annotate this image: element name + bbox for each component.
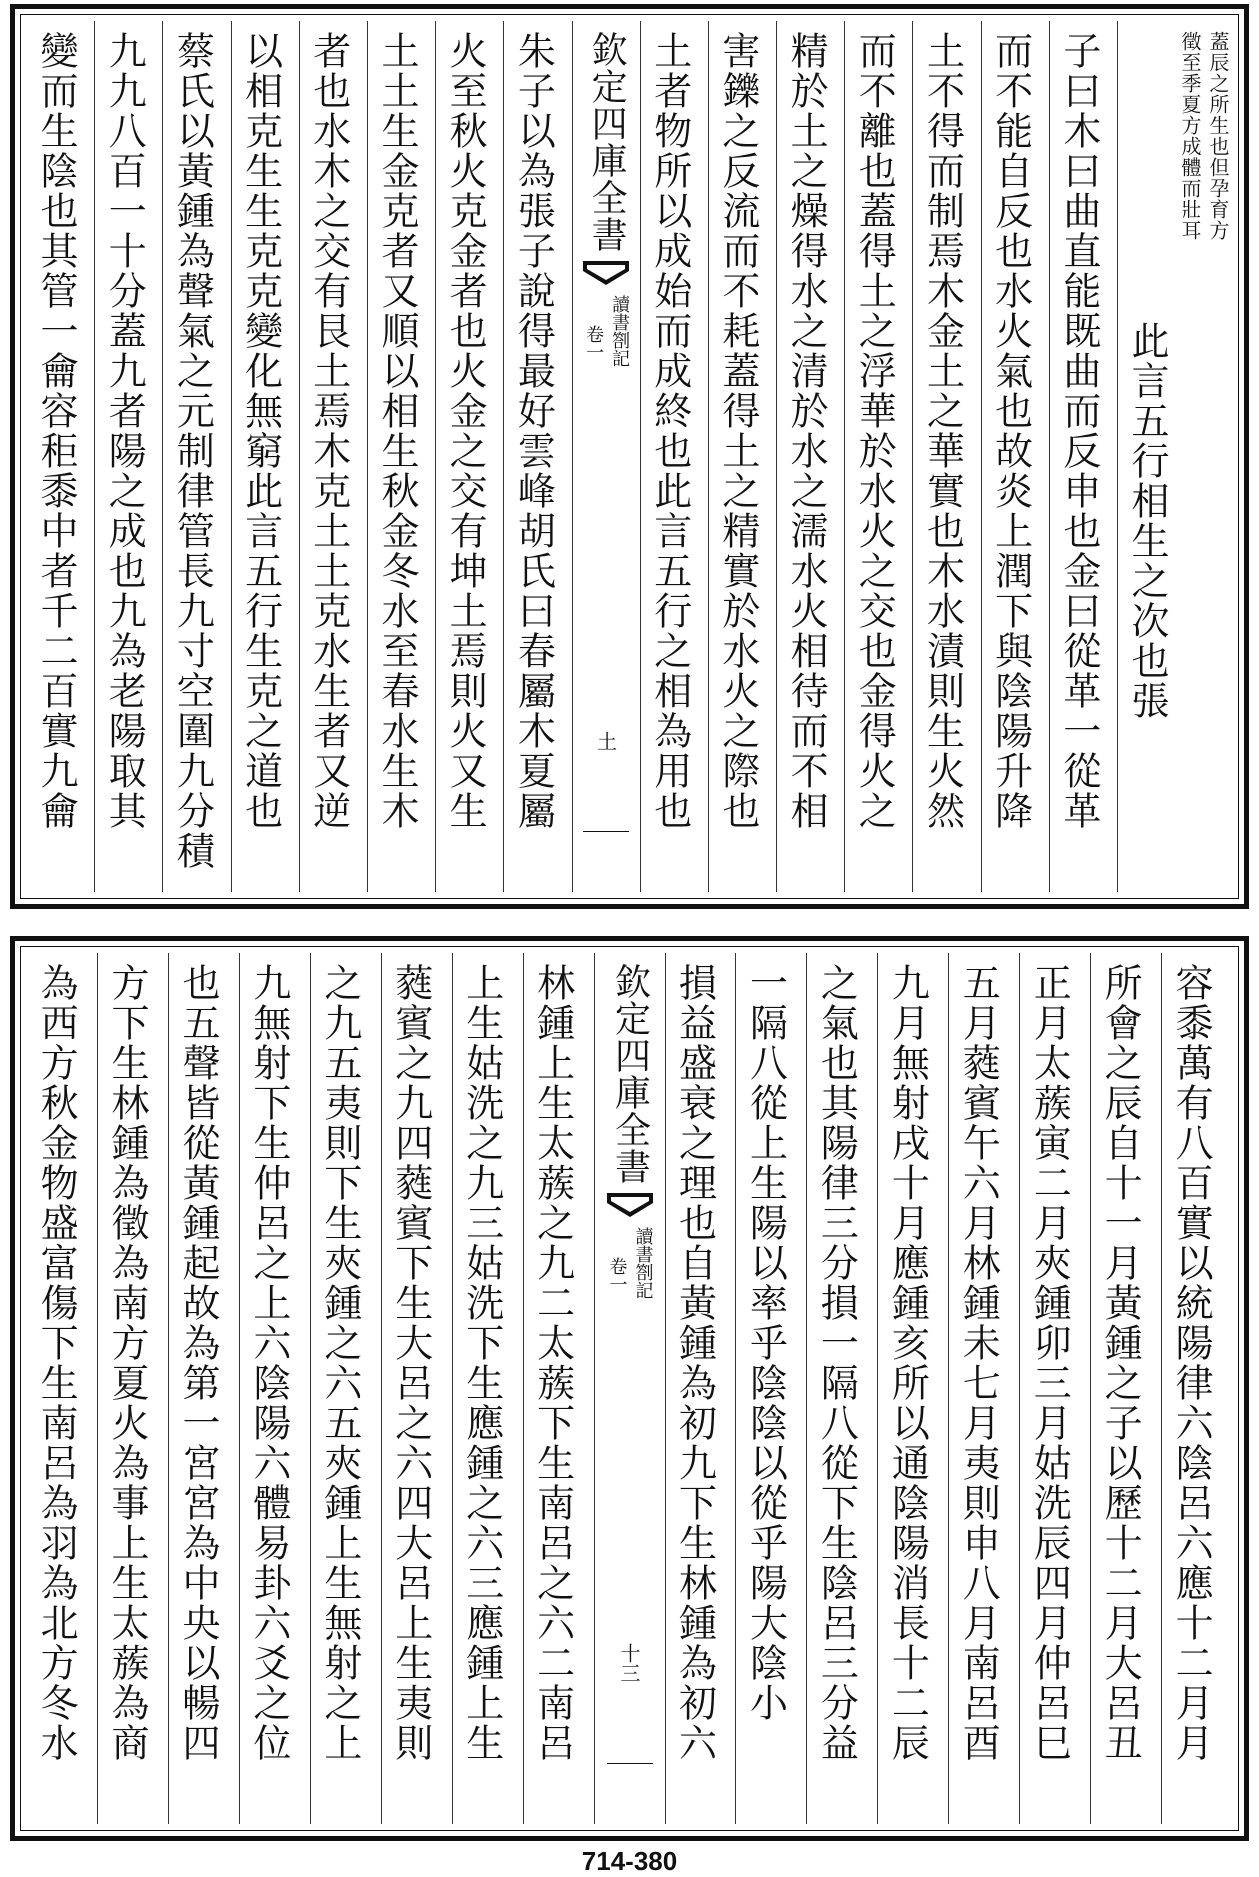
text-column (503, 21, 571, 892)
column-text: 土者物所以成始而成終也此言五行之相為用也 (647, 31, 692, 831)
page-number: 十三 (617, 1643, 642, 1683)
text-column (1090, 953, 1161, 1824)
column-text: 之九五夷則下生夾鍾之六五夾鍾上生無射之上 (317, 963, 362, 1763)
banner-subtitle (606, 1227, 654, 1299)
column-text: 五月蕤賓午六月林鍾未七月夷則申八月南呂酉 (956, 963, 1001, 1763)
footer-code: 714-380 (581, 1846, 678, 1876)
column-text: 方下生林鍾為徵為南方夏火為事上生太蔟為商 (105, 963, 149, 1763)
text-column (299, 21, 367, 892)
column-text: 朱子以為張子說得最好雲峰胡氏曰春屬木夏屬 (511, 31, 556, 831)
text-column (231, 21, 299, 892)
column-text: 損益盛衰之理也自黃鍾為初九下生林鍾為初六 (672, 963, 717, 1763)
top-columns (27, 21, 1232, 892)
column-text: 九九八百一十分蓋九者陽之成也九為老陽取其 (102, 31, 147, 831)
fishtail-mark-icon (583, 261, 629, 287)
text-column (806, 953, 877, 1824)
column-text: 九無射下生仲呂之上六陰陽六體易卦六爻之位 (246, 963, 291, 1763)
text-column (640, 21, 708, 892)
column-text: 子曰木曰曲直能既曲而反申也金曰從革一從革 (1056, 31, 1101, 831)
column-text: 之氣也其陽律三分損一隔八從下生陰呂三分益 (814, 963, 859, 1763)
text-column (1049, 21, 1117, 892)
text-column (367, 21, 435, 892)
volume-label: 卷一 (583, 325, 605, 361)
text-column (381, 953, 452, 1824)
text-column (94, 21, 162, 892)
book-name: 讀書劄記 (609, 295, 631, 367)
column-text: 一隔八從上生陽以率乎陰陰以從乎陽大陰小 (743, 963, 788, 1723)
column-text: 變而生陰也其管一龠容秬黍中者千二百實九龠 (34, 31, 78, 831)
text-column (776, 21, 844, 892)
column-text: 容黍萬有八百實以統陽律六陰呂六應十二月月 (1169, 963, 1214, 1763)
text-column (1161, 953, 1232, 1824)
column-text: 林鍾上生太蔟之九二太蔟下生南呂之六二南呂 (530, 963, 575, 1763)
column-text: 者也水木之交有艮土焉木克土土克水生者又逆 (306, 31, 351, 831)
text-column (1019, 953, 1090, 1824)
book-name: 讀書劄記 (632, 1227, 654, 1299)
annotation-note: 蓋辰之所生也但孕育方 (1206, 31, 1230, 241)
book-title: 欽定四庫全書 (586, 31, 628, 253)
text-column (948, 953, 1019, 1824)
column-text: 火至秋火克金者也火金之交有坤土焉則火又生 (443, 31, 488, 831)
column-text: 土不得而制焉木金土之華實也木水漬則生火然 (920, 31, 965, 831)
top-page (10, 4, 1249, 909)
text-column (708, 21, 776, 892)
text-column (523, 953, 594, 1824)
text-column (27, 953, 97, 1824)
text-column (27, 21, 94, 892)
column-text: 正月太蔟寅二月夾鍾卯三月姑洗辰四月仲呂巳 (1027, 963, 1072, 1763)
text-column (452, 953, 523, 1824)
text-column (844, 21, 912, 892)
column-text: 蔡氏以黃鍾為聲氣之元制律管長九寸空圍九分積 (170, 31, 215, 871)
text-column (912, 21, 980, 892)
column-text: 而不能自反也水火氣也故炎上潤下與陰陽升降 (988, 31, 1033, 831)
text-column (162, 21, 230, 892)
bottom-columns (27, 953, 1232, 1824)
text-column (168, 953, 239, 1824)
column-text: 也五聲皆從黃鍾起故為第一宮宮為中央以暢四 (175, 963, 220, 1763)
annotation-note: 徵至季夏方成體而壯耳 (1178, 31, 1202, 241)
column-text: 上生姑洗之九三姑洗下生應鍾之六三應鍾上生 (459, 963, 504, 1763)
fishtail-mark-icon (607, 1193, 653, 1219)
column-text: 害鑠之反流而不耗蓋得土之精實於水火之際也 (715, 31, 760, 831)
annotation-notes (1176, 31, 1232, 892)
column-text: 精於土之燥得水之清於水之濡水火相待而不相 (784, 31, 829, 831)
text-column (665, 953, 736, 1824)
column-text: 所會之辰自十一月黃鍾之子以歷十二月大呂丑 (1098, 963, 1143, 1763)
text-column (435, 21, 503, 892)
bottom-page (10, 936, 1249, 1841)
volume-label: 卷一 (606, 1257, 628, 1293)
text-column (981, 21, 1049, 892)
text-column (877, 953, 948, 1824)
center-banner (572, 21, 640, 892)
column-text: 以相克生生克克變化無窮此言五行生克之道也 (238, 31, 283, 831)
text-column (735, 953, 806, 1824)
column-text: 而不離也蓋得土之浮華於水火之交也金得火之 (852, 31, 897, 831)
column-text: 此言五行相生之次也張 (1125, 321, 1169, 721)
banner-subtitle (582, 295, 630, 367)
text-column (1117, 21, 1232, 892)
banner-rule (583, 831, 629, 832)
column-text: 九月無射戌十月應鍾亥所以通陰陽消長十二辰 (885, 963, 930, 1763)
text-column (310, 953, 381, 1824)
book-title: 欽定四庫全書 (609, 963, 651, 1185)
banner-rule (607, 1763, 653, 1764)
text-column (97, 953, 168, 1824)
page-number: 土 (593, 731, 618, 751)
column-text: 為西方秋金物盛富傷下生南呂為羽為北方冬水 (34, 963, 79, 1763)
column-text: 土土生金克者又順以相生秋金冬水至春水生木 (374, 31, 419, 831)
text-column (239, 953, 310, 1824)
column-text: 蕤賓之九四蕤賓下生大呂之六四大呂上生夷則 (388, 963, 433, 1763)
center-banner (594, 953, 665, 1824)
